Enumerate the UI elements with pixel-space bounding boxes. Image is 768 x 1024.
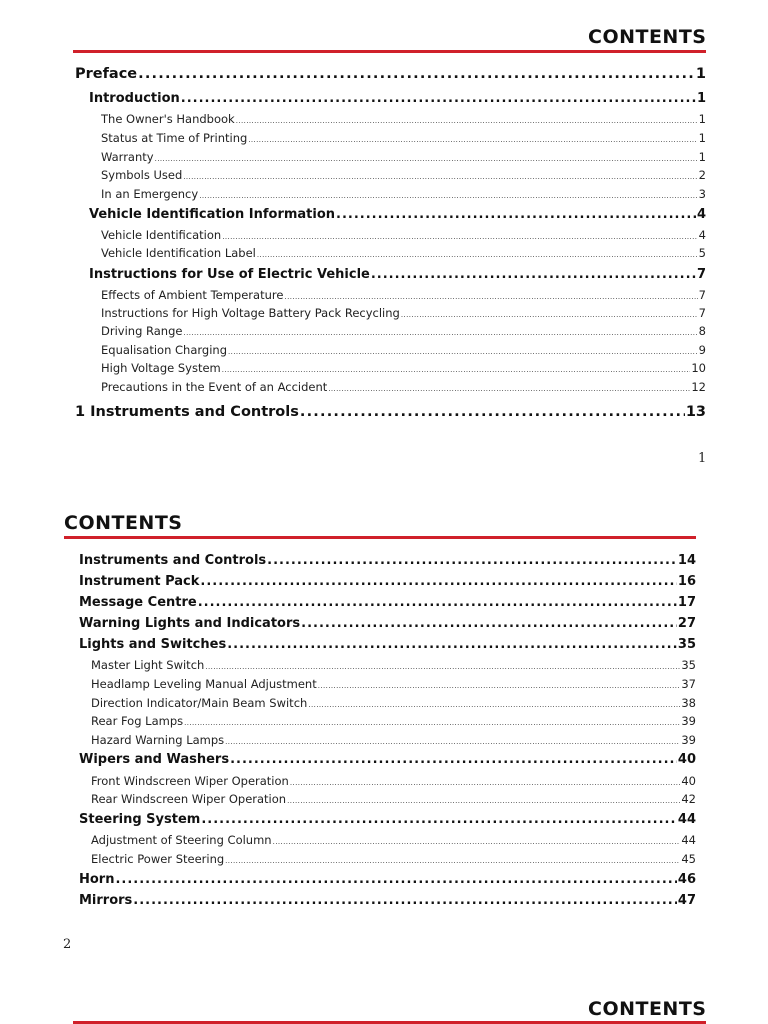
toc-leader-dots — [287, 792, 680, 806]
toc-entry-page-number: 12 — [691, 380, 706, 394]
toc-entry-label: Preface — [75, 66, 138, 82]
toc-leader-dots — [284, 288, 697, 302]
page2-toc-entry[interactable] — [79, 595, 696, 610]
page2-toc-entry[interactable] — [79, 752, 696, 767]
page1-toc-entry[interactable] — [75, 404, 706, 420]
toc-entry-label: Equalisation Charging — [101, 343, 227, 357]
toc-leader-dots — [308, 696, 680, 710]
toc-entry-page-number: 4 — [698, 228, 706, 242]
toc-leader-dots — [318, 677, 681, 691]
toc-entry-page-number: 35 — [677, 637, 696, 652]
page2-toc-entry[interactable] — [91, 852, 696, 866]
page2-toc-entry[interactable] — [91, 658, 696, 672]
toc-entry-label: Introduction — [89, 91, 180, 106]
toc-entry-page-number: 42 — [681, 792, 696, 806]
toc-leader-dots — [230, 752, 677, 767]
page2-title-rule — [64, 536, 696, 539]
toc-entry-page-number: 1 — [698, 112, 706, 126]
toc-entry-label: Master Light Switch — [91, 658, 205, 672]
toc-leader-dots — [198, 595, 677, 610]
toc-leader-dots — [273, 833, 681, 847]
toc-entry-page-number: 1 — [696, 91, 706, 106]
toc-leader-dots — [200, 574, 677, 589]
toc-entry-label: Instructions for Use of Electric Vehicle — [89, 267, 370, 282]
toc-leader-dots — [133, 893, 677, 908]
toc-leader-dots — [138, 66, 695, 82]
toc-entry-page-number: 8 — [698, 324, 706, 338]
toc-entry-label: Driving Range — [101, 324, 183, 338]
page1-toc-entry[interactable] — [101, 288, 706, 302]
toc-entry-label: Symbols Used — [101, 168, 183, 182]
toc-entry-page-number: 46 — [677, 872, 696, 887]
toc-entry-label: High Voltage System — [101, 361, 221, 375]
page1-toc-entry[interactable] — [101, 131, 706, 145]
page2-toc-entry[interactable] — [79, 616, 696, 631]
toc-entry-page-number: 40 — [681, 774, 696, 788]
page1-toc-entry[interactable] — [101, 324, 706, 338]
page1-toc-entry[interactable] — [101, 361, 706, 375]
page2-toc-entry[interactable] — [79, 812, 696, 827]
toc-entry-page-number: 17 — [677, 595, 696, 610]
toc-entry-label: Electric Power Steering — [91, 852, 225, 866]
toc-entry-page-number: 7 — [698, 288, 706, 302]
toc-entry-label: Status at Time of Printing — [101, 131, 248, 145]
toc-entry-label: Lights and Switches — [79, 637, 227, 652]
toc-entry-page-number: 40 — [677, 752, 696, 767]
toc-entry-page-number: 1 — [698, 131, 706, 145]
toc-entry-page-number: 44 — [681, 833, 696, 847]
toc-leader-dots — [267, 553, 677, 568]
toc-entry-page-number: 3 — [698, 187, 706, 201]
toc-entry-page-number: 5 — [698, 246, 706, 260]
toc-leader-dots — [301, 616, 677, 631]
page2-title: CONTENTS — [64, 512, 183, 534]
toc-leader-dots — [371, 267, 696, 282]
toc-entry-page-number: 7 — [698, 306, 706, 320]
toc-entry-label: Precautions in the Event of an Accident — [101, 380, 328, 394]
toc-entry-label: Instructions for High Voltage Battery Pack Recycling — [101, 306, 400, 320]
toc-entry-label: In an Emergency — [101, 187, 199, 201]
toc-leader-dots — [183, 168, 697, 182]
toc-entry-page-number: 4 — [696, 207, 706, 222]
toc-entry-page-number: 44 — [677, 812, 696, 827]
toc-entry-label: Hazard Warning Lamps — [91, 733, 225, 747]
page2-toc-entry[interactable] — [91, 714, 696, 728]
toc-leader-dots — [205, 658, 680, 672]
toc-entry-page-number: 39 — [681, 733, 696, 747]
toc-entry-page-number: 39 — [681, 714, 696, 728]
toc-leader-dots — [184, 714, 680, 728]
toc-entry-label: Rear Fog Lamps — [91, 714, 184, 728]
toc-entry-page-number: 45 — [681, 852, 696, 866]
toc-entry-label: Warning Lights and Indicators — [79, 616, 301, 631]
page3-title: CONTENTS — [588, 998, 707, 1020]
toc-entry-page-number: 27 — [677, 616, 696, 631]
toc-leader-dots — [115, 872, 676, 887]
page1-toc-entry[interactable] — [101, 246, 706, 260]
toc-leader-dots — [248, 131, 697, 145]
toc-entry-label: Warranty — [101, 150, 154, 164]
toc-entry-label: Vehicle Identification — [101, 228, 222, 242]
toc-entry-page-number: 35 — [681, 658, 696, 672]
page2-toc-entry[interactable] — [91, 774, 696, 788]
page1-title-rule — [73, 50, 706, 53]
page1-toc-entry[interactable] — [101, 150, 706, 164]
toc-leader-dots — [155, 150, 698, 164]
page1-toc-entry[interactable] — [101, 228, 706, 242]
toc-entry-label: Adjustment of Steering Column — [91, 833, 272, 847]
toc-entry-label: Wipers and Washers — [79, 752, 230, 767]
toc-leader-dots — [257, 246, 698, 260]
page1-toc-entry[interactable] — [101, 343, 706, 357]
toc-entry-label: Instrument Pack — [79, 574, 200, 589]
toc-entry-label: Rear Windscreen Wiper Operation — [91, 792, 287, 806]
page2-toc-entry[interactable] — [91, 696, 696, 710]
toc-entry-page-number: 14 — [677, 553, 696, 568]
toc-entry-label: Steering System — [79, 812, 201, 827]
toc-leader-dots — [199, 187, 697, 201]
page2-toc-entry[interactable] — [79, 553, 696, 568]
toc-leader-dots — [228, 343, 698, 357]
toc-leader-dots — [290, 774, 681, 788]
toc-entry-page-number: 37 — [681, 677, 696, 691]
page1-toc-entry[interactable] — [101, 187, 706, 201]
toc-leader-dots — [201, 812, 677, 827]
toc-entry-label: Instruments and Controls — [79, 553, 267, 568]
toc-entry-page-number: 13 — [685, 404, 706, 420]
page2-page-number: 2 — [63, 937, 72, 952]
toc-entry-label: Effects of Ambient Temperature — [101, 288, 284, 302]
toc-entry-label: Message Centre — [79, 595, 197, 610]
page1-toc-entry[interactable] — [101, 168, 706, 182]
page2-toc-entry[interactable] — [79, 872, 696, 887]
toc-leader-dots — [183, 324, 697, 338]
page1-toc-entry[interactable] — [75, 66, 706, 82]
toc-leader-dots — [181, 91, 696, 106]
toc-entry-label: Front Windscreen Wiper Operation — [91, 774, 289, 788]
toc-leader-dots — [300, 404, 685, 420]
toc-entry-page-number: 10 — [691, 361, 706, 375]
toc-leader-dots — [222, 361, 691, 375]
toc-leader-dots — [336, 207, 696, 222]
toc-entry-label: Vehicle Identification Information — [89, 207, 336, 222]
page2-toc-entry[interactable] — [79, 893, 696, 908]
toc-entry-page-number: 7 — [696, 267, 706, 282]
toc-entry-label: Direction Indicator/Main Beam Switch — [91, 696, 308, 710]
toc-leader-dots — [227, 637, 677, 652]
page1-toc-entry[interactable] — [89, 207, 706, 222]
toc-entry-page-number: 9 — [698, 343, 706, 357]
page2-toc-entry[interactable] — [79, 637, 696, 652]
toc-leader-dots — [401, 306, 698, 320]
toc-entry-page-number: 1 — [698, 150, 706, 164]
page1-toc-entry[interactable] — [101, 112, 706, 126]
toc-leader-dots — [222, 228, 697, 242]
page2-toc-entry[interactable] — [91, 833, 696, 847]
page1-title: CONTENTS — [588, 26, 707, 48]
toc-entry-label: The Owner's Handbook — [101, 112, 235, 126]
toc-entry-label: Vehicle Identification Label — [101, 246, 256, 260]
toc-leader-dots — [328, 380, 690, 394]
page2-toc-entry[interactable] — [79, 574, 696, 589]
toc-entry-page-number: 47 — [677, 893, 696, 908]
page1-toc-entry[interactable] — [101, 306, 706, 320]
toc-entry-page-number: 1 — [695, 66, 706, 82]
toc-entry-page-number: 16 — [677, 574, 696, 589]
toc-entry-label: Headlamp Leveling Manual Adjustment — [91, 677, 317, 691]
page1-page-number: 1 — [698, 451, 707, 466]
toc-entry-label: Horn — [79, 872, 115, 887]
toc-entry-label: Mirrors — [79, 893, 133, 908]
toc-entry-page-number: 2 — [698, 168, 706, 182]
toc-entry-page-number: 38 — [681, 696, 696, 710]
page2-toc-entry[interactable] — [91, 792, 696, 806]
page1-toc-entry[interactable] — [101, 380, 706, 394]
toc-entry-label: 1 Instruments and Controls — [75, 404, 299, 420]
page1-toc-entry[interactable] — [89, 91, 706, 106]
toc-leader-dots — [225, 733, 680, 747]
page2-toc-entry[interactable] — [91, 733, 696, 747]
toc-leader-dots — [225, 852, 680, 866]
page2-toc-entry[interactable] — [91, 677, 696, 691]
toc-leader-dots — [236, 112, 698, 126]
page1-toc-entry[interactable] — [89, 267, 706, 282]
